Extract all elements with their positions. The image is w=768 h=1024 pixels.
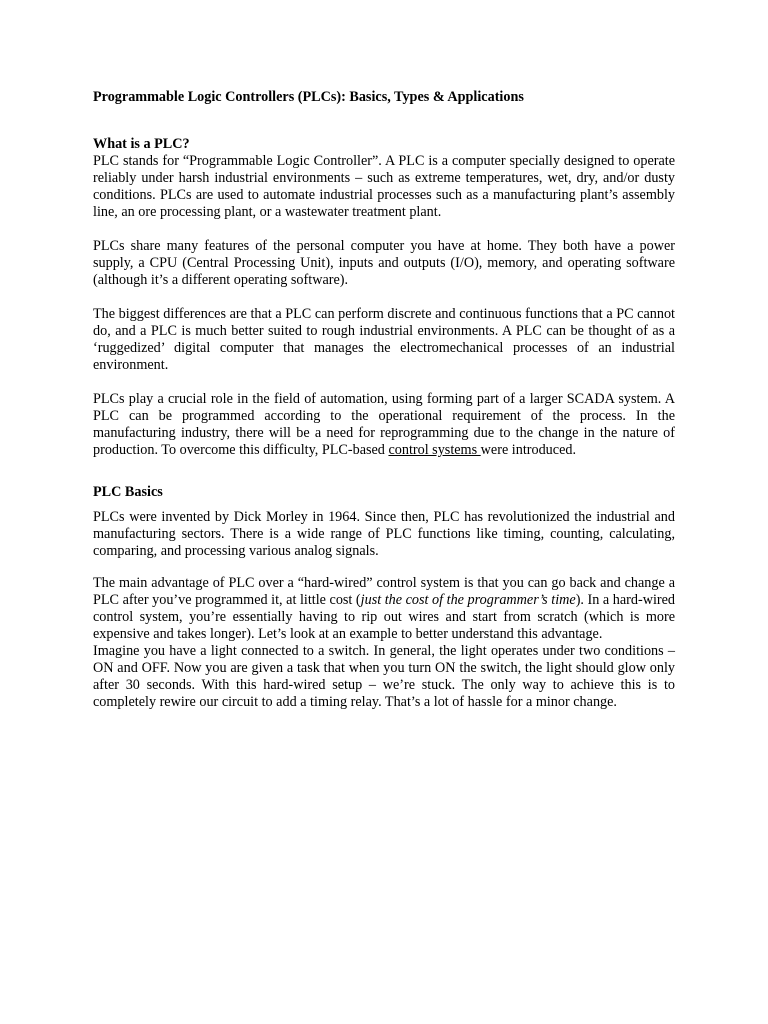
paragraph-plc-pc-similarities: PLCs share many features of the personal computer you have at home. They both have a power supply, a CPU (Central Processing Unit), inputs and outputs (I/O), memory, and operating software (although it’s a different operating software). [93, 238, 675, 288]
paragraph-plc-history: PLCs were invented by Dick Morley in 1964. Since then, PLC has revolutionized the industrial and manufacturing sectors. There is a wide range of PLC functions like timing, counting, calculating, comparing, and processing various analog signals. [93, 509, 675, 559]
heading-what-is-plc: What is a PLC? [93, 136, 190, 152]
heading-plc-basics: PLC Basics [93, 484, 163, 500]
paragraph-text: ). In a hard-wired control system, you’re essentially having to rip out wires and start from scratch (which is more expensive and takes longer). Let’s look at an example to better understand this advantage. [93, 592, 676, 642]
emphasis-text: just the cost of the programmer’s time [360, 592, 576, 608]
paragraph-text: were introduced. [480, 442, 577, 458]
document-page [93, 89, 675, 711]
paragraph-plc-pc-differences: The biggest differences are that a PLC can perform discrete and continuous functions that a PC cannot do, and a PLC is much better suited to rough industrial environments. A PLC can be thought of as a ‘ruggedized’ digital computer that manages the electromechanical processes of an industrial environment. [93, 306, 675, 373]
document-title: Programmable Logic Controllers (PLCs): Basics, Types & Applications [93, 89, 524, 105]
paragraph-plc-advantage [93, 575, 675, 643]
control-systems-link[interactable]: control systems [388, 442, 481, 458]
paragraph-text: PLCs play a crucial role in the field of automation, using forming part of a larger SCADA system. A PLC can be programmed according to the operational requirement of the process. In the manufacturing industry, there will be a need for reprogramming due to the change in the nature of production. To overcome this difficulty, PLC-based [93, 391, 675, 458]
paragraph-light-switch-example: Imagine you have a light connected to a switch. In general, the light operates under two conditions – ON and OFF. Now you are given a task that when you turn ON the switch, the light should glow only after 30 seconds. With this hard-wired setup – we’re stuck. The only way to achieve this is to completely rewire our circuit to add a timing relay. That’s a lot of hassle for a minor change. [93, 643, 675, 710]
paragraph-plc-automation-role [93, 391, 675, 459]
paragraph-plc-definition: PLC stands for “Programmable Logic Controller”. A PLC is a computer specially designed to operate reliably under harsh industrial environments – such as extreme temperatures, wet, dry, and/or dusty conditions. PLCs are used to automate industrial processes such as a manufacturing plant’s assembly line, an ore processing plant, or a wastewater treatment plant. [93, 153, 675, 220]
paragraph-text: The main advantage of PLC over a “hard-wired” control system is that you can go back and change a PLC after you’ve programmed it, at little cost ( [93, 575, 675, 608]
